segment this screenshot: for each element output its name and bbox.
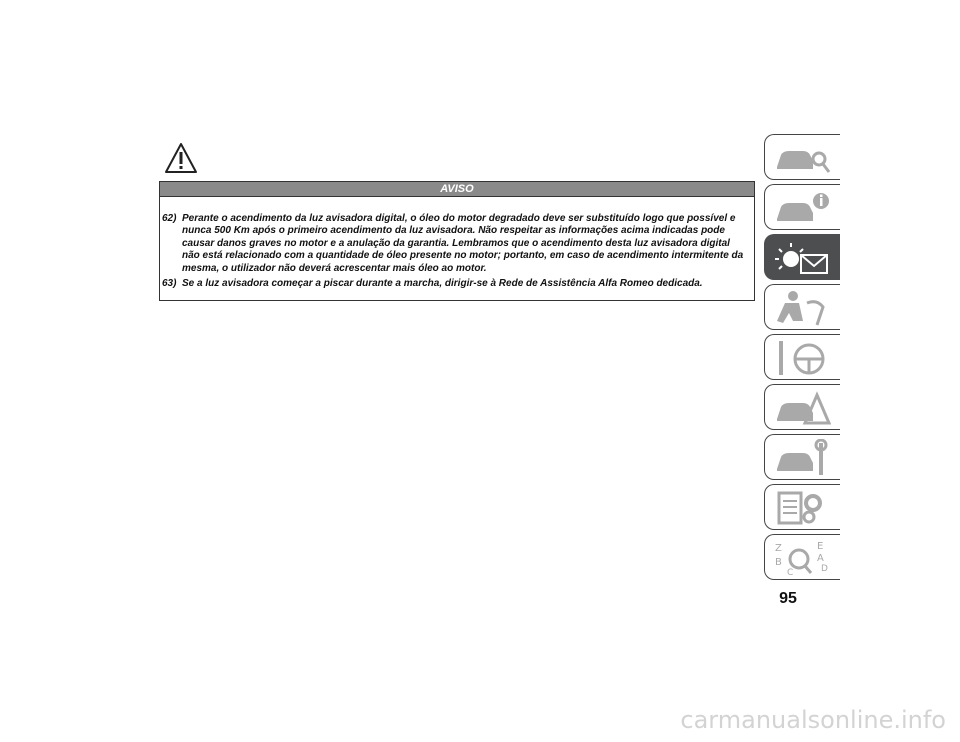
warning-triangle-icon [164, 142, 198, 174]
tab-technical-data[interactable] [764, 484, 840, 530]
index-icon [773, 539, 831, 577]
note-number: 63) [162, 278, 177, 290]
svg-text:Z: Z [775, 543, 782, 554]
car-search-icon [773, 139, 831, 177]
warning-title-bar [159, 181, 755, 197]
tab-warning-lights[interactable] [764, 234, 840, 280]
car-info-icon [773, 189, 831, 227]
steering-wheel-icon [773, 339, 831, 377]
warning-notes [162, 213, 750, 293]
note-item [162, 278, 750, 290]
tab-driving[interactable] [764, 334, 840, 380]
page-number: 95 [779, 590, 797, 607]
technical-data-icon [773, 489, 831, 527]
tab-index[interactable] [764, 534, 840, 580]
tab-maintenance[interactable] [764, 434, 840, 480]
note-text: Perante o acendimento da luz avisadora digital, o óleo do motor degradado deve ser substituído logo que possível e nunca 500 Km após o primeiro acendimento da luz avisadora. Não respeitar as informações acima indicadas pode causar danos graves no motor e a anulação da garantia. Lembramos que o acendimento desta luz avisadora digital não está relacionado com a quantidade de óleo presente no motor; portanto, em caso de acendimento intermitente da mesma, o utilizador não deverá acrescentar mais óleo ao motor. [182, 213, 744, 274]
note-number: 62) [162, 213, 177, 224]
car-emergency-icon [773, 389, 831, 427]
warning-title: AVISO [440, 183, 474, 195]
svg-text:D: D [821, 564, 828, 574]
tab-safety[interactable] [764, 284, 840, 330]
airbag-safety-icon [773, 289, 831, 327]
note-item [162, 213, 750, 275]
note-text: Se a luz avisadora começar a piscar durante a marcha, dirigir-se à Rede de Assistência Alfa Romeo dedicada. [182, 278, 703, 290]
svg-text:B: B [775, 557, 782, 568]
svg-text:E: E [817, 541, 824, 552]
car-maintenance-icon [773, 439, 831, 477]
tab-car-info[interactable] [764, 184, 840, 230]
svg-text:C: C [787, 568, 794, 577]
tab-emergency[interactable] [764, 384, 840, 430]
watermark: carmanualsonline.info [680, 706, 946, 734]
svg-text:A: A [817, 553, 824, 564]
tab-car-search[interactable] [764, 134, 840, 180]
warning-lights-icon [773, 239, 831, 277]
